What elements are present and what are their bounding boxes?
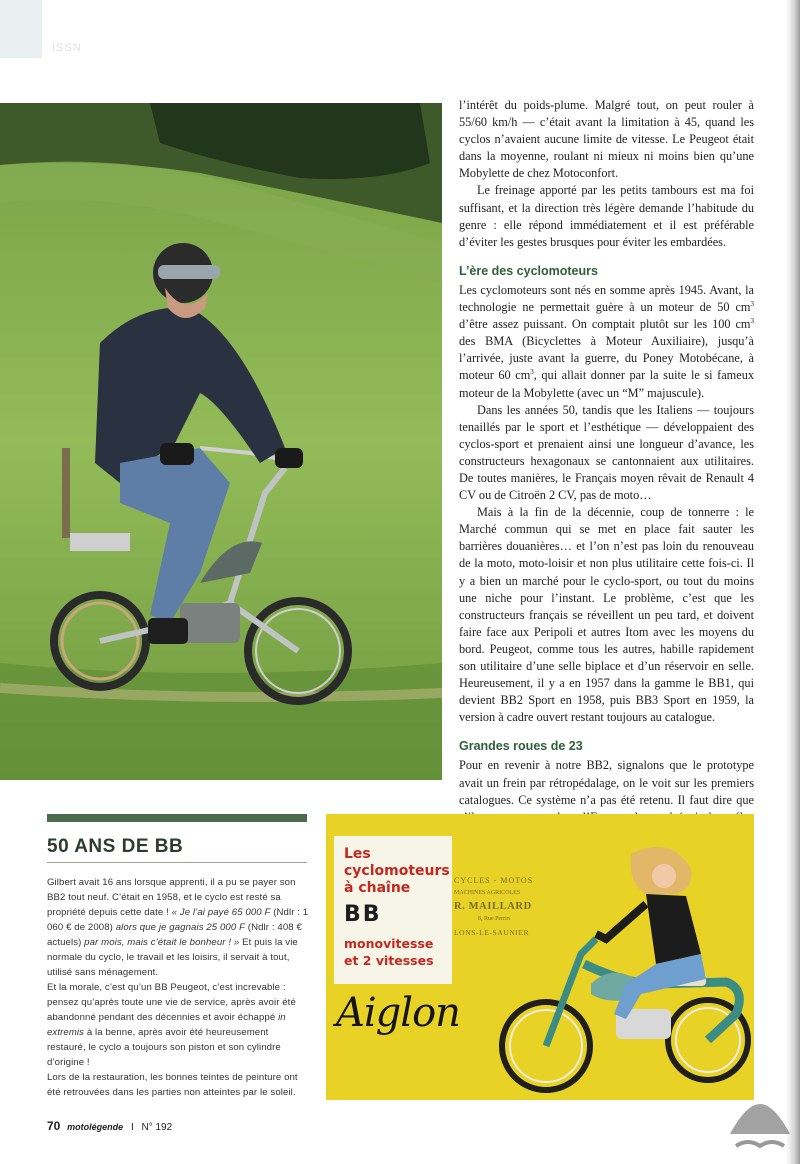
poster-illustration	[496, 814, 754, 1100]
section-heading: L’ère des cyclomoteurs	[459, 263, 598, 278]
poster-line: Les	[344, 846, 371, 862]
sidebar-title: 50 ANS DE BB	[47, 836, 184, 857]
sidebar-title-underline	[47, 862, 307, 863]
poster-line: monovitesse	[344, 936, 434, 951]
page-number: 70	[47, 1119, 61, 1133]
aiglon-poster	[326, 814, 754, 1100]
poster-line: cyclomoteurs	[344, 863, 450, 879]
poster-line: et 2 vitesses	[344, 953, 434, 968]
footer-separator: I	[130, 1122, 134, 1133]
sidebar-rule	[47, 814, 307, 822]
page-footer	[47, 1119, 172, 1133]
article-paragraph: l’intérêt du poids-plume. Malgré tout, on peut rouler à 55/60 km/h — c’était avant la limitation à 45, quand les cyclos n’avaient aucune limite de vitesse. Le Peugeot était dans la moyenne, roulant ni mieux ni moins bien qu’une Mobylette de chez Motoconfort.	[459, 98, 754, 181]
page-edge-shadow	[786, 0, 800, 1164]
poster-line: à chaîne	[344, 880, 411, 896]
article-paragraph: Les cyclomoteurs sont nés en somme après 1945. Avant, la technologie ne permettait guère à un moteur de 50 $cm^3$ d’être assez puissant. On comptait plutôt sur les 100 $cm^3$ des BMA (Bicyclettes à Moteur Auxiliaire), jusqu’à l’arrivée, juste avant la guerre, du Poney Motobécane, à moteur 60 $cm^3$, qui allait donner par la suite le si fameux moteur de la Mobylette (avec un “M” majuscule).	[459, 282, 754, 400]
ghost-text: ISSN	[52, 42, 82, 54]
article-paragraph: Dans les années 50, tandis que les Italiens — toujours tenaillés par le sport et l’esthétique — développaient des cyclos-sport et prenaient ainsi une longueur d’avance, les constructeurs hexagonaux se cantonnaient aux utilitaires. De toutes manières, le Français moyen rêvait de Renault 4 CV ou de Citroën 2 CV, pas de moto…	[459, 402, 754, 503]
sidebar-text: Gilbert avait 16 ans lorsque apprenti, il a pu se payer son BB2 tout neuf. C’était en 1958, et le cyclo est resté sa propriété depuis cette date ! « Je l’ai payé 65 000 F (Ndlr : 1 060 € de 2008) alors que je gagnais 25 000 F (Ndlr : 408 € actuels) par mois, mais c’était le bonheur ! » Et puis la vie normale du cyclo, le travail et les loisirs, il servait à tout, utilisé sans ménagement. Et la morale, c’est qu’un BB Peugeot, c’est increvable : pensez qu’après toute une vie de service, après avoir été abandonné pendant des décennies et avoir échappé in extremis à la benne, après avoir été heureusement restauré, le cyclo a toujours son piston et son cylindre d’origine ! Lors de la restauration, les bonnes teintes de peinture ont été retrouvées dans les parties non atteintes par le soleil.	[47, 877, 309, 1098]
article-paragraph: Pour en revenir à notre BB2, signalons que le prototype avait un frein par rétropédalage, on le voit sur les premiers catalogues. Ce système n’a pas été retenu. Il faut dire que	[459, 758, 754, 807]
poster-title-card	[334, 836, 452, 984]
forum-logo-icon	[726, 1094, 794, 1162]
poster-bb: BB	[344, 902, 382, 927]
aiglon-logo: Aiglon	[336, 990, 460, 1036]
poster-dealer-stamp: CYCLES - MOTOS MACHINES AGRICOLES R. MAILLARD 8, Rue Perrin LONS-LE-SAUNIER	[454, 876, 534, 937]
article-column	[459, 97, 754, 843]
issue-number: N° 192	[141, 1122, 173, 1133]
article-paragraph: Mais à la fin de la décennie, coup de tonnerre : le Marché commun qui se met en place fait sauter les barrières douanières… et l’on n’est pas loin du renouveau de la moto, moto-loisir et non plus utilitaire cette fois-ci. Il y a bien un marché pour le cyclo-sport, ou tout du moins une niche pour l’instant. Le problème, c’est que les constructeurs français se réveillent un peu tard, et doivent faire face aux Peripoli et autres Itom avec les moyens du bord. Peugeot, comme tous les autres, habille rapidement son utilitaire d’une selle biplace et d’un réservoir en selle. Heureusement, il y a en 1957 dans la gamme le BB1, qui devient BB2 Sport en 1958, puis BB3 Sport en 1959, la version à cadre ouvert restant toujours au catalogue.	[459, 505, 754, 725]
section-heading: Grandes roues de 23	[459, 739, 583, 754]
magazine-name: motolégende	[67, 1122, 124, 1132]
moped-rider-photo	[0, 103, 442, 780]
corner-mark	[0, 0, 42, 58]
article-paragraph: Le freinage apporté par les petits tambours est ma foi suffisant, et la direction très légère demande l’habitude du genre : elle répond immédiatement et il est préférable d’éviter les gestes brusques pour éviter les embardées.	[459, 183, 754, 249]
